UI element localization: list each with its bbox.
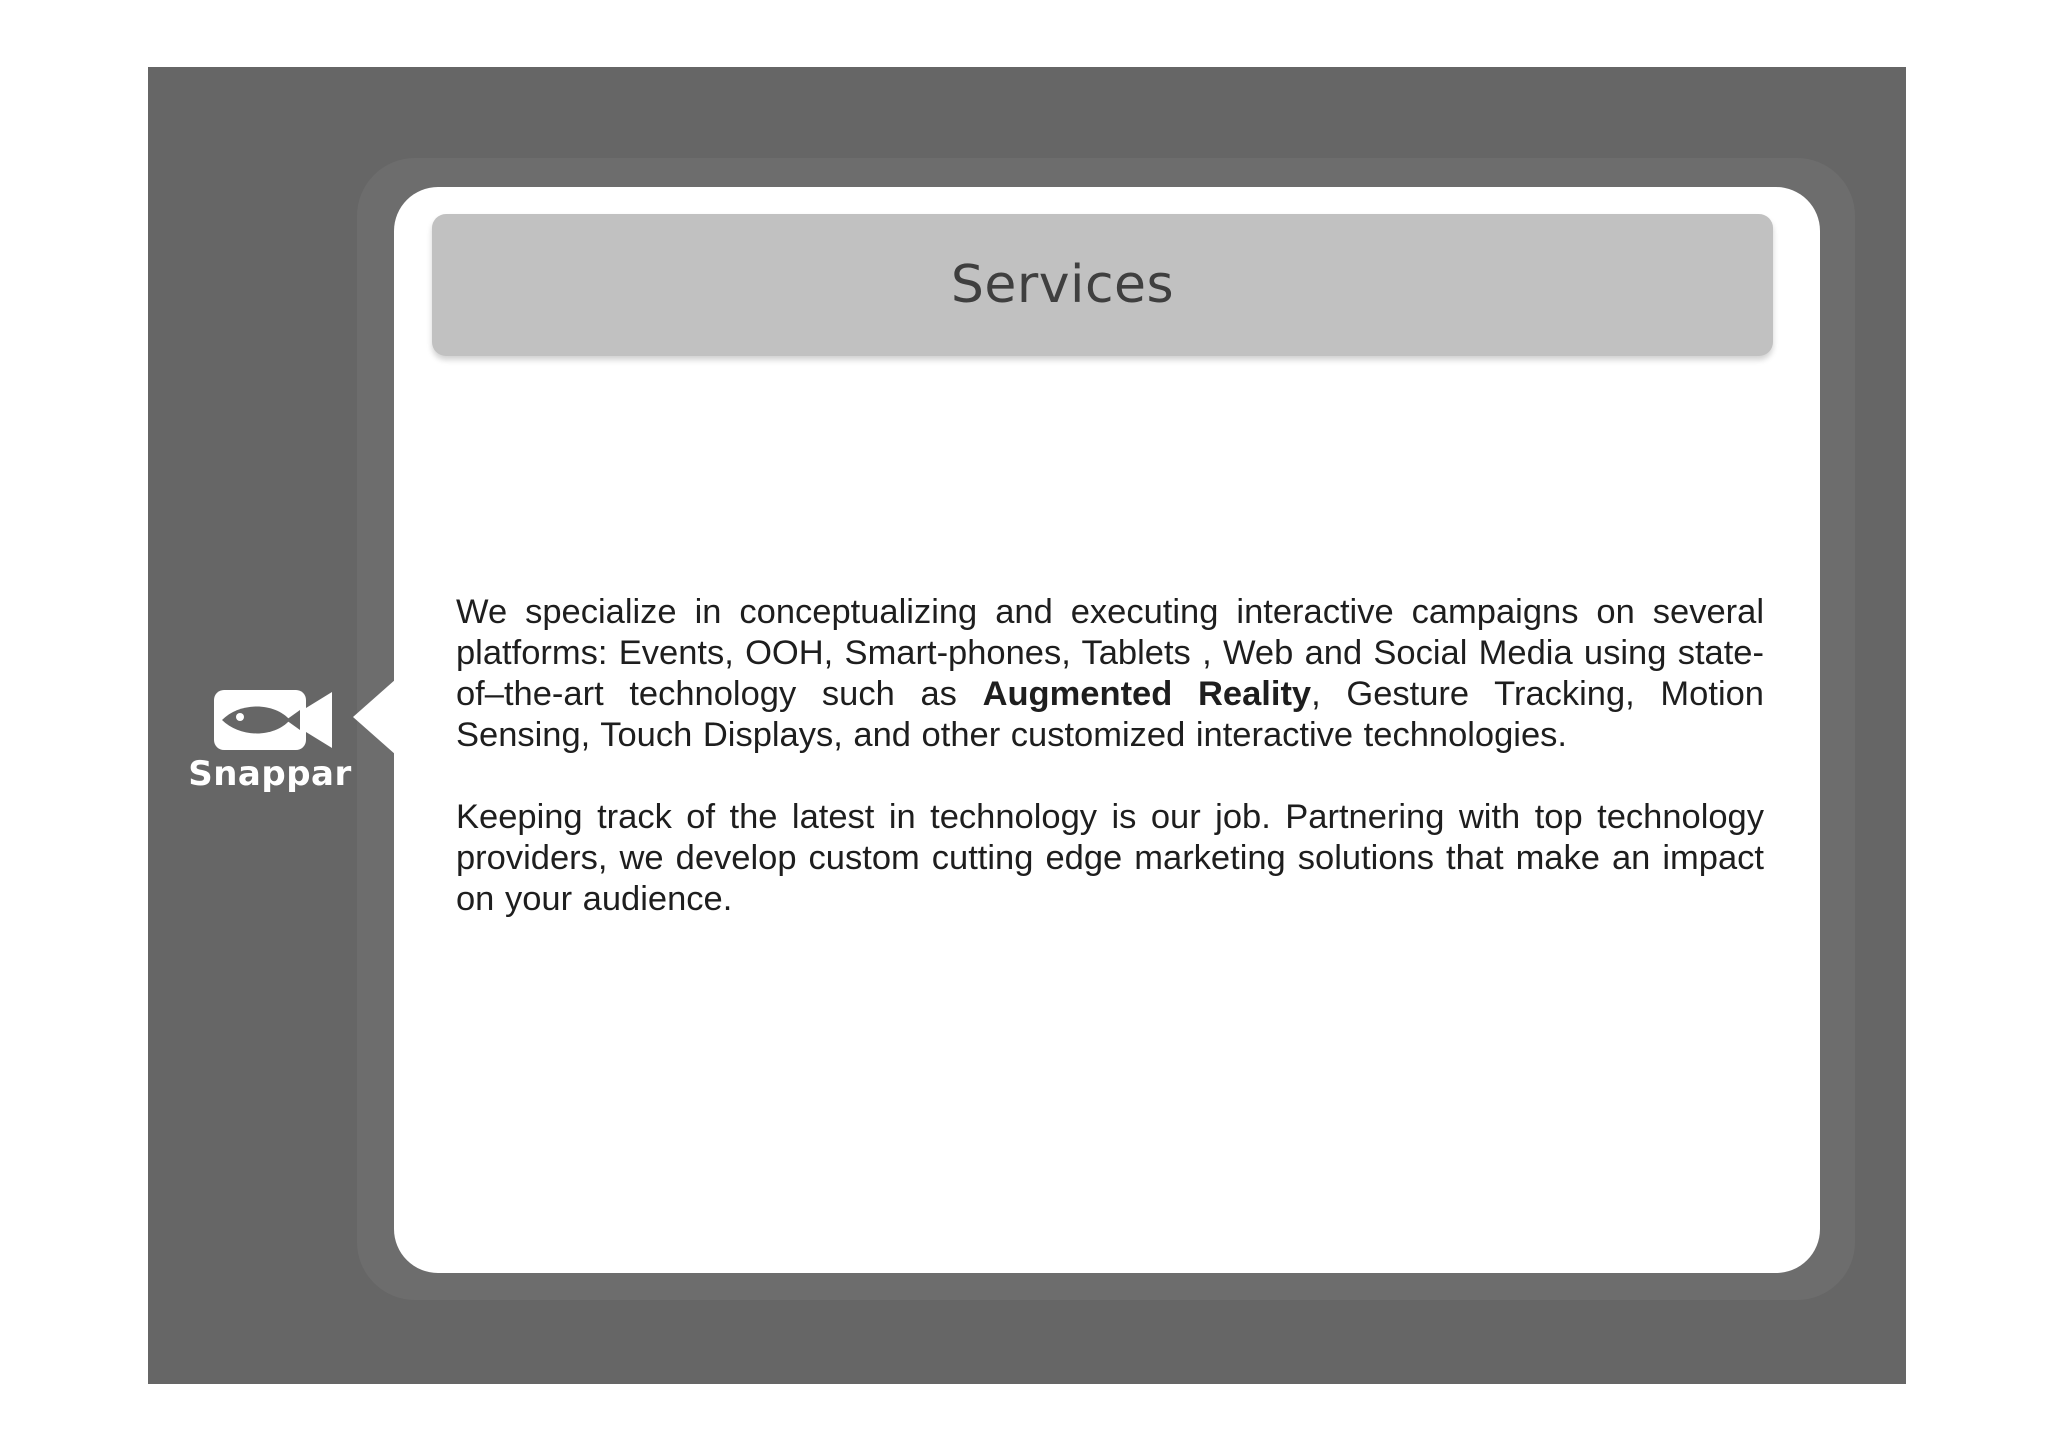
snappar-logo [182,686,358,806]
services-description [456,592,1764,920]
fish-camera-icon [182,686,358,756]
card-pointer [353,679,396,755]
paragraph-campaigns-lead: We specialize in conceptualizing and executing interactive campaigns on several platforms: Events, OOH, Smart-phones, Tablets , Web and Social Media using state-of–the-art technology such as [456,593,1764,713]
title-bar [432,214,1773,356]
paragraph-technology: Keeping track of the latest in technology is our job. Partnering with top technology providers, we develop custom cutting edge marketing solutions that make an impact on your audience. [456,798,1764,918]
paragraph-campaigns-tail: , Gesture Tracking, Motion Sensing, Touch Displays, and other customized interactive technologies. [456,675,1764,754]
logo-wordmark: Snappar [188,754,352,794]
augmented-reality-highlight: Augmented Reality [982,675,1312,713]
slide-title: Services [950,255,1175,315]
paragraph-campaigns [456,592,1764,756]
